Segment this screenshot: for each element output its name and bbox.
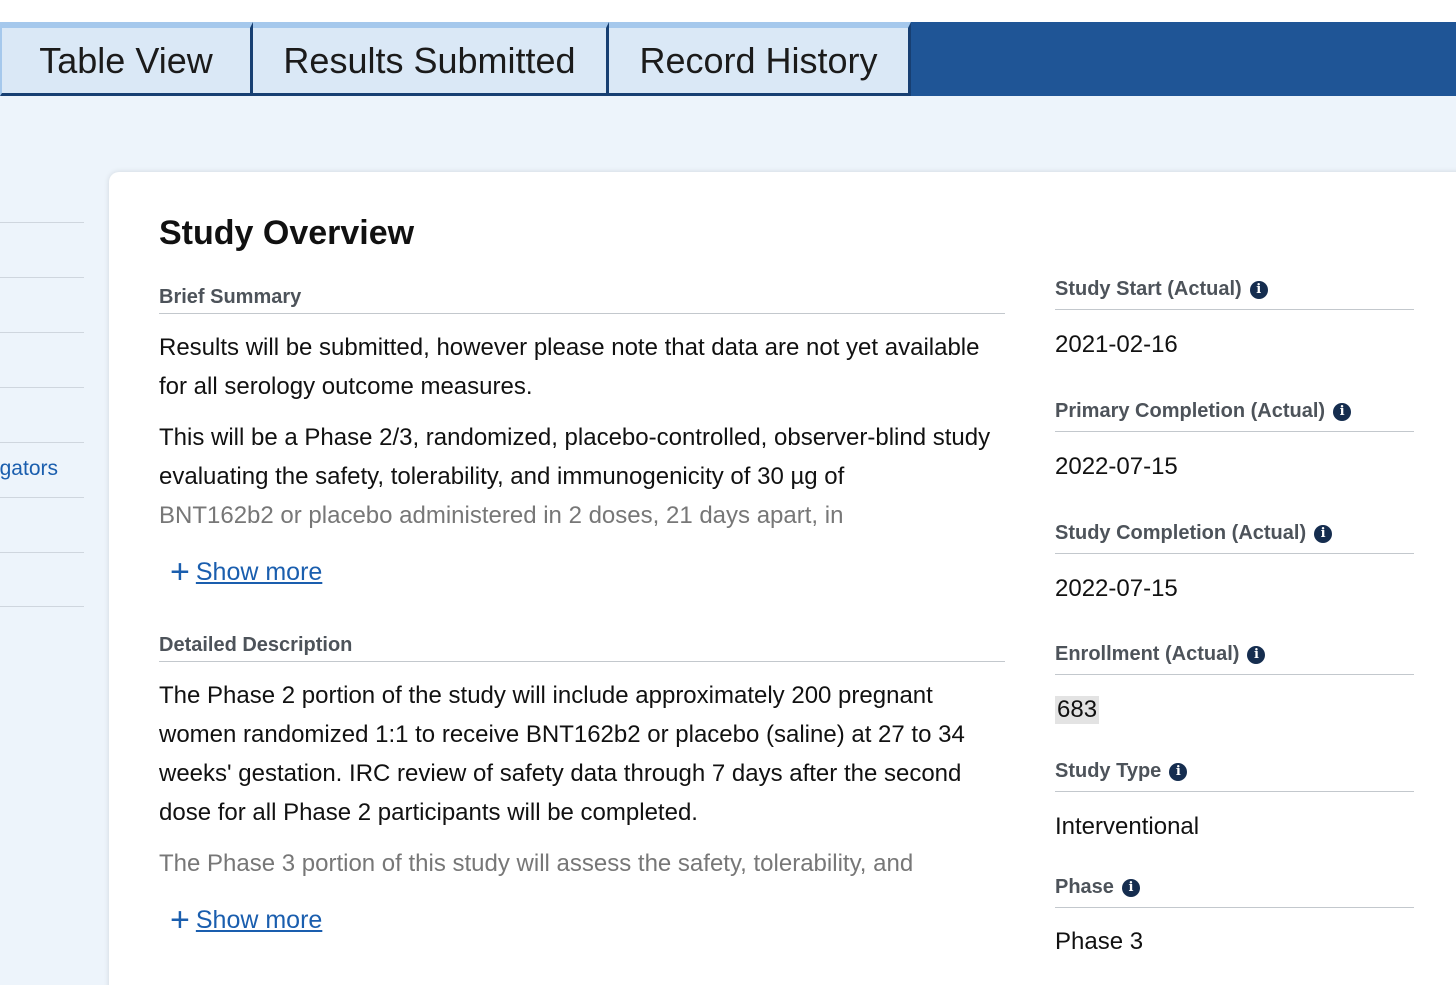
study-completion-value: 2022-07-15 [1055,575,1178,602]
detailed-description-paragraph-1: The Phase 2 portion of the study will include approximately 200 pregnant women randomized 1:1 to receive BNT162b2 or placebo (saline) at 27 to 34 weeks' gestation. IRC review of safety data through 7 days after the second dose for all Phase 2 participants will be completed. [159,682,965,826]
info-icon[interactable]: i [1247,646,1265,664]
study-type-value: Interventional [1055,813,1200,840]
sidenav-item[interactable] [0,332,84,387]
phase-label: Phase i [1055,876,1414,908]
sidenav-item[interactable] [0,277,84,332]
sidenav-item-investigators[interactable] [0,442,84,497]
enrollment-value: 683 [1057,696,1098,723]
sidenav-item[interactable] [0,387,84,442]
tab-record-history[interactable]: Record History [609,22,911,96]
brief-summary-paragraph-1: Results will be submitted, however please note that data are not yet available for all serology outcome measures. [159,334,980,400]
show-more-detailed-description[interactable] [170,903,322,937]
detailed-description-faded-line: The Phase 3 portion of this study will assess the safety, tolerability, and [159,850,914,877]
page-title: Study Overview [159,214,415,252]
brief-summary-paragraph-2: This will be a Phase 2/3, randomized, placebo-controlled, observer-blind study evaluating the safety, tolerability, and immunogenicity of 30 µg of [159,424,991,490]
study-start-value: 2021-02-16 [1055,331,1178,358]
primary-completion-label: Primary Completion (Actual) i [1055,400,1414,432]
brief-summary-label: Brief Summary [159,286,1005,314]
tab-table-view[interactable]: Table View [0,22,253,96]
top-strip [0,0,1456,22]
side-navigation [0,222,84,607]
info-icon[interactable]: i [1314,525,1332,543]
tab-bar [0,22,1456,96]
study-start-label: Study Start (Actual) i [1055,278,1414,310]
sidenav-item[interactable] [0,552,84,607]
phase-value: Phase 3 [1055,928,1144,955]
enrollment-label: Enrollment (Actual) i [1055,643,1414,675]
show-more-label: Show more [195,905,323,934]
plus-icon: + [170,553,190,591]
show-more-brief-summary[interactable] [170,555,322,589]
sidenav-item-label: gators [0,457,58,480]
info-icon[interactable]: i [1250,281,1268,299]
info-icon[interactable]: i [1333,403,1351,421]
study-type-label: Study Type i [1055,760,1414,792]
detailed-description-label: Detailed Description [159,634,1005,662]
info-icon[interactable]: i [1169,763,1187,781]
info-icon[interactable]: i [1122,879,1140,897]
sidenav-item[interactable] [0,497,84,552]
show-more-label: Show more [195,557,323,586]
tab-results-submitted[interactable]: Results Submitted [253,22,609,96]
primary-completion-value: 2022-07-15 [1055,453,1178,480]
sidenav-item[interactable] [0,222,84,277]
brief-summary-faded-line: BNT162b2 or placebo administered in 2 doses, 21 days apart, in [159,502,844,529]
study-completion-label: Study Completion (Actual) i [1055,522,1414,554]
plus-icon: + [170,901,190,939]
